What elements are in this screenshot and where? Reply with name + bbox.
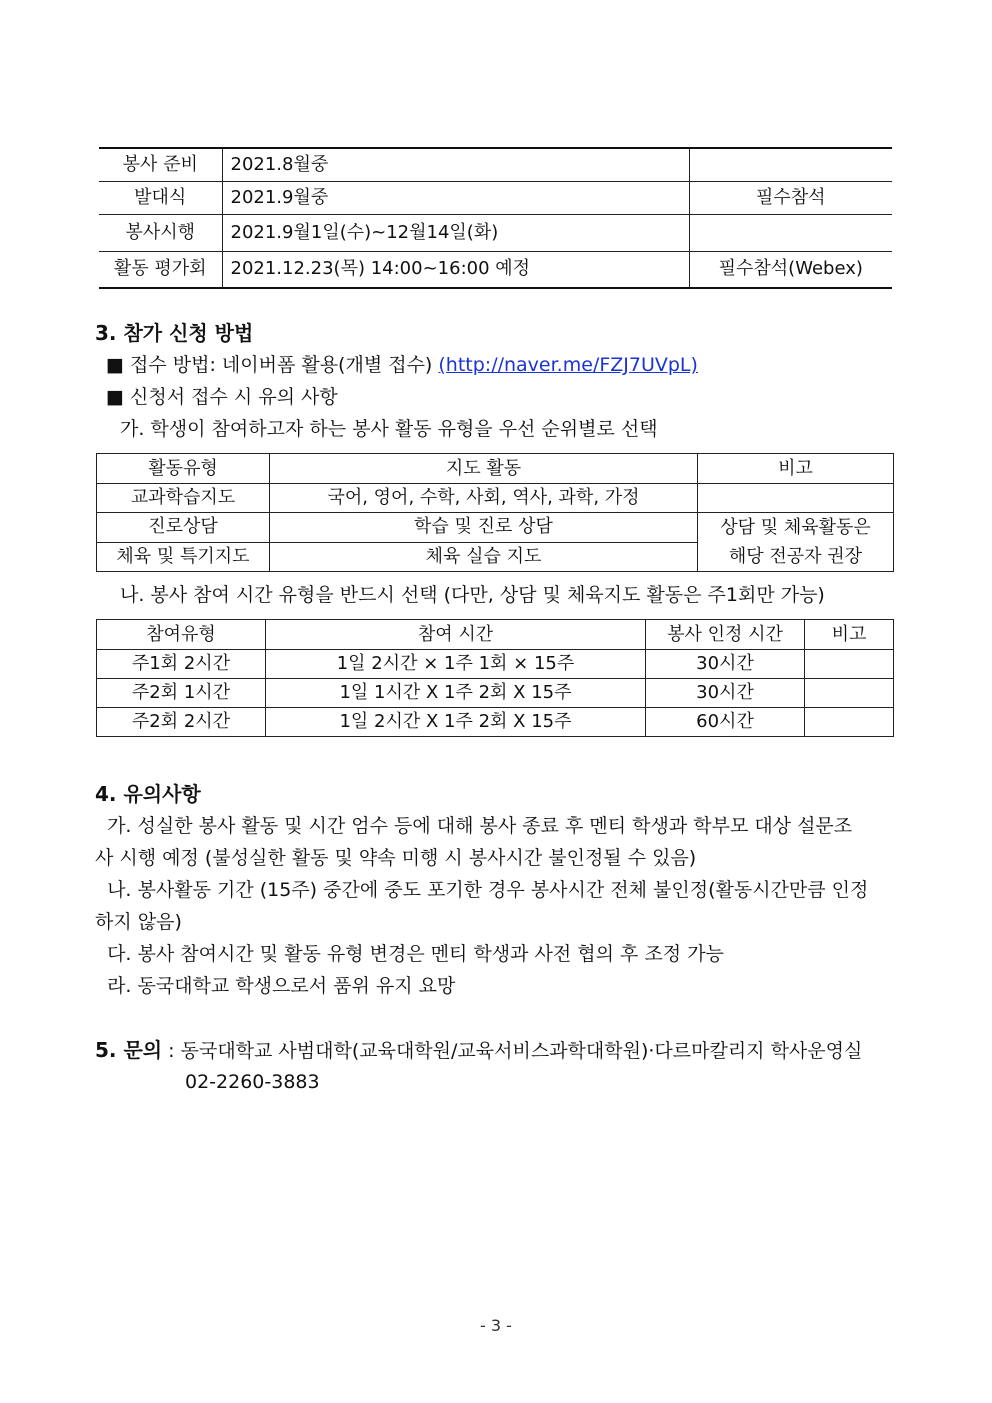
merged-note-line1: 상담 및 체육활동은 xyxy=(720,517,871,538)
credited-hours-cell: 30시간 xyxy=(646,650,805,679)
participation-type-cell: 주2회 2시간 xyxy=(97,708,266,737)
notice-na-line2: 하지 않음) xyxy=(95,911,182,933)
table-row xyxy=(97,484,894,513)
activity-type-cell: 체육 및 특기지도 xyxy=(97,542,270,572)
section3-title: 3. 참가 신청 방법 xyxy=(95,321,254,345)
header-cell: 봉사 인정 시간 xyxy=(646,620,805,650)
note-cell xyxy=(805,650,894,679)
notice-ga-line1: 가. 성실한 봉사 활동 및 시간 엄수 등에 대해 봉사 종료 후 멘티 학생과 학부모 대상 설문조 xyxy=(95,815,853,837)
table-row xyxy=(99,214,892,251)
section4-title: 4. 유의사항 xyxy=(95,782,201,806)
participation-time-cell: 1일 2시간 X 1주 2회 X 15주 xyxy=(266,708,646,737)
table-row xyxy=(97,679,894,708)
notice-na-line1: 나. 봉사활동 기간 (15주) 중간에 중도 포기한 경우 봉사시간 전체 불인정(활동시간만큼 인정 xyxy=(95,879,869,901)
table-row xyxy=(97,708,894,737)
signup-method-bullet xyxy=(106,356,698,375)
note-cell xyxy=(805,679,894,708)
schedule-note xyxy=(689,214,892,251)
table-row xyxy=(99,181,892,214)
merged-note-line2: 해당 전공자 권장 xyxy=(728,546,863,567)
table-header-row xyxy=(97,454,894,484)
contact-phone: 02-2260-3883 xyxy=(185,1071,320,1093)
activity-type-table xyxy=(96,453,894,572)
header-cell: 비고 xyxy=(698,454,894,484)
schedule-label: 활동 평가회 xyxy=(99,251,222,288)
schedule-label: 봉사 준비 xyxy=(99,148,222,181)
table-row xyxy=(97,513,894,543)
activity-desc-cell: 체육 실습 지도 xyxy=(270,542,698,572)
activity-desc-cell: 학습 및 진로 상담 xyxy=(270,513,698,543)
schedule-table xyxy=(99,147,892,289)
page-number: - 3 - xyxy=(480,1316,512,1335)
header-cell: 참여유형 xyxy=(97,620,266,650)
note-cell xyxy=(805,708,894,737)
participation-type-cell: 주1회 2시간 xyxy=(97,650,266,679)
table-row xyxy=(97,650,894,679)
section5-title: 5. 문의 xyxy=(95,1038,163,1062)
notice-ga-line2: 사 시행 예정 (불성실한 활동 및 약속 미행 시 봉사시간 불인정될 수 있음) xyxy=(95,847,697,869)
participation-time-cell: 1일 2시간 × 1주 1회 × 15주 xyxy=(266,650,646,679)
header-cell: 비고 xyxy=(805,620,894,650)
activity-type-cell: 교과학습지도 xyxy=(97,484,270,513)
participation-time-table xyxy=(96,619,894,737)
notice-ra: 라. 동국대학교 학생으로서 품위 유지 요망 xyxy=(95,975,456,997)
activity-desc-cell: 국어, 영어, 수학, 사회, 역사, 과학, 가정 xyxy=(270,484,698,513)
schedule-value: 2021.12.23(목) 14:00~16:00 예정 xyxy=(222,251,689,288)
contact-colon: : xyxy=(162,1040,181,1062)
credited-hours-cell: 60시간 xyxy=(646,708,805,737)
notice-ga xyxy=(95,810,868,1002)
participation-type-cell: 주2회 1시간 xyxy=(97,679,266,708)
schedule-note xyxy=(689,148,892,181)
contact-line xyxy=(95,1040,862,1061)
schedule-note: 필수참석 xyxy=(689,181,892,214)
contact-office: 동국대학교 사범대학(교육대학원/교육서비스과학대학원)·다르마칼리지 학사운영실 xyxy=(180,1040,863,1062)
schedule-value: 2021.9월중 xyxy=(222,181,689,214)
table-row xyxy=(99,148,892,181)
schedule-label: 발대식 xyxy=(99,181,222,214)
table-header-row xyxy=(97,620,894,650)
schedule-value: 2021.8월중 xyxy=(222,148,689,181)
participation-time-cell: 1일 1시간 X 1주 2회 X 15주 xyxy=(266,679,646,708)
activity-type-cell: 진로상담 xyxy=(97,513,270,543)
table-row xyxy=(99,251,892,288)
schedule-note: 필수참석(Webex) xyxy=(689,251,892,288)
naver-form-link[interactable]: (http://naver.me/FZJ7UVpL) xyxy=(438,354,698,376)
schedule-label: 봉사시행 xyxy=(99,214,222,251)
signup-notes-bullet: ■ 신청서 접수 시 유의 사항 xyxy=(106,386,338,408)
signup-method-text: ■ 접수 방법: 네이버폼 활용(개별 접수) xyxy=(106,354,439,376)
notice-da: 다. 봉사 참여시간 및 활동 유형 변경은 멘티 학생과 사전 협의 후 조정 가능 xyxy=(95,943,724,965)
header-cell: 참여 시간 xyxy=(266,620,646,650)
header-cell: 지도 활동 xyxy=(270,454,698,484)
merged-note-cell xyxy=(698,513,894,572)
schedule-value: 2021.9월1일(수)~12월14일(화) xyxy=(222,214,689,251)
header-cell: 활동유형 xyxy=(97,454,270,484)
credited-hours-cell: 30시간 xyxy=(646,679,805,708)
note-cell xyxy=(698,484,894,513)
item-na: 나. 봉사 참여 시간 유형을 반드시 선택 (다만, 상담 및 체육지도 활동은 주1회만 가능) xyxy=(120,584,825,606)
item-ga: 가. 학생이 참여하고자 하는 봉사 활동 유형을 우선 순위별로 선택 xyxy=(120,418,658,440)
